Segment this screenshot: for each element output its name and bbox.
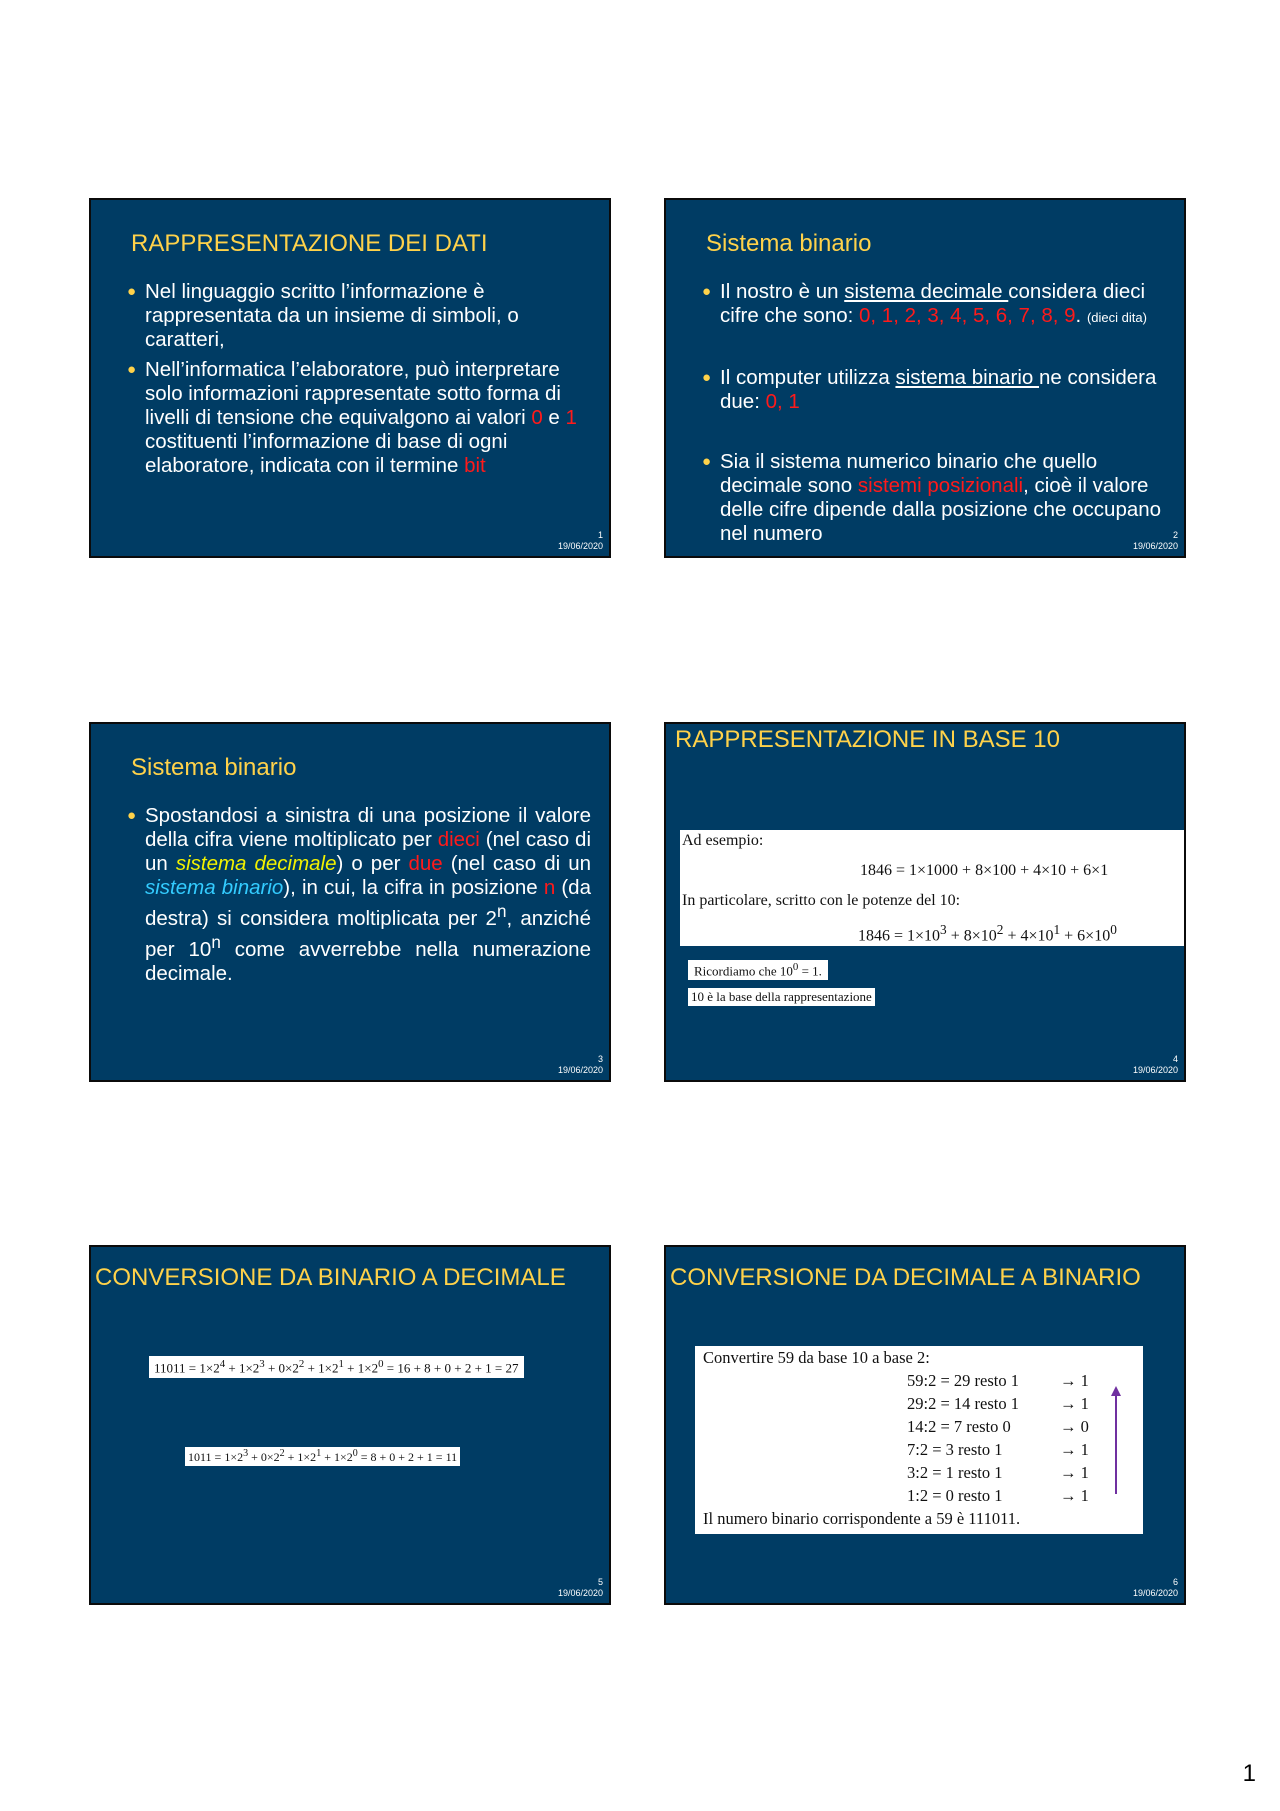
- slide-date: 19/06/2020: [1132, 1065, 1178, 1075]
- remainder-bit: → 1: [1060, 1463, 1089, 1482]
- slide-footer: [1133, 530, 1178, 552]
- remainder-bit: → 0: [1060, 1417, 1089, 1436]
- slide-title: CONVERSIONE DA DECIMALE A BINARIO: [670, 1264, 1141, 1291]
- page-number: 1: [1242, 1760, 1256, 1787]
- bullet-item: ● Spostandosi a sinistra di una posizione il valore della cifra viene moltiplicato per dieci (nel caso di un sistema decimale) o per due (nel caso di un sistema binario), in cui, la cifra in posizione n (da destra) si considera moltiplicata per 2$^n$, anziché per 10$^n$ come avverrebbe nella numerazione decimale.: [127, 804, 592, 985]
- slide-number: 3: [597, 1054, 603, 1064]
- slide-footer: [558, 1054, 603, 1076]
- slide-date: 19/06/2020: [557, 1065, 603, 1075]
- division-step: 7:2 = 3 resto 1: [907, 1440, 1003, 1459]
- slide-2: [664, 198, 1186, 558]
- bullet-icon: ●: [702, 369, 712, 386]
- division-step: 1:2 = 0 resto 1: [907, 1486, 1003, 1505]
- reminder-box: Ricordiamo che $10^0 = 1$.: [688, 960, 828, 980]
- slide-3: [89, 722, 611, 1082]
- example-box: Ad esempio: 1846 = 1×1000 + 8×100 + 4×10 + 6×1 In particolare, scritto con le potenze del 10: $1846 = 1\times 10^3 + 8\times 10^2 + 4\times 10^1 + 6\times 10^0$: [680, 830, 1185, 946]
- slide-date: 19/06/2020: [557, 1588, 603, 1598]
- division-step: 3:2 = 1 resto 1: [907, 1463, 1003, 1482]
- slide-5: [89, 1245, 611, 1605]
- slide-4: [664, 722, 1186, 1082]
- bullet-icon: ●: [127, 361, 137, 378]
- division-step: 14:2 = 7 resto 0: [907, 1417, 1011, 1436]
- bullet-item: ● Il nostro è un sistema decimale considera dieci cifre che sono: 0, 1, 2, 3, 4, 5, 6, 7, 8, 9. (dieci dita): [702, 280, 1147, 327]
- conversion-result: Il numero binario corrispondente a 59 è 111011.: [703, 1509, 1021, 1528]
- slide-1: [89, 198, 611, 558]
- division-step: 29:2 = 14 resto 1: [907, 1394, 1019, 1413]
- base-note-box: 10 è la base della rappresentazione: [688, 988, 875, 1006]
- remainder-bit: → 1: [1060, 1394, 1089, 1413]
- slide-footer: [1133, 1577, 1178, 1599]
- remainder-bit: → 1: [1060, 1371, 1089, 1390]
- bullet-icon: ●: [702, 283, 712, 300]
- conversion-equation: $1011 = 1\times 2^3 + 0\times 2^2 + 1\times 2^1 + 1\times 2^0 = 8 + 0 + 2 + 1 = 11$: [185, 1447, 460, 1466]
- slide-title: Sistema binario: [131, 754, 297, 781]
- bullet-list: [127, 804, 591, 986]
- slide-footer: [1133, 1054, 1178, 1076]
- bullet-item: ● Sia il sistema numerico binario che quello decimale sono sistemi posizionali, cioè il valore delle cifre dipende dalla posizione che occupano nel numero: [702, 450, 1162, 545]
- slide-number: 2: [1172, 530, 1178, 540]
- remainder-bit: → 1: [1060, 1486, 1089, 1505]
- division-step: 59:2 = 29 resto 1: [907, 1371, 1019, 1390]
- slide-title: RAPPRESENTAZIONE DEI DATI: [131, 230, 488, 257]
- conversion-box: [695, 1346, 1143, 1534]
- slide-title: CONVERSIONE DA BINARIO A DECIMALE: [95, 1264, 566, 1291]
- slide-title: RAPPRESENTAZIONE IN BASE 10: [675, 726, 1060, 753]
- slide-title: Sistema binario: [706, 230, 872, 257]
- bullet-item: ● Nell’informatica l’elaboratore, può interpretare solo informazioni rappresentate sotto forma di livelli di tensione che equivalgono ai valori 0 e 1 costituenti l’informazione di base di ogni elaboratore, indicata con il termine bit: [127, 358, 577, 477]
- conversion-intro: Convertire 59 da base 10 a base 2:: [703, 1348, 930, 1367]
- bullet-icon: ●: [127, 807, 137, 824]
- slide-6: [664, 1245, 1186, 1605]
- slide-date: 19/06/2020: [557, 541, 603, 551]
- bullet-item: ● Nel linguaggio scritto l’informazione è rappresentata da un insieme di simboli, o caratteri,: [127, 280, 519, 351]
- slide-number: 5: [597, 1577, 603, 1587]
- remainder-bit: → 1: [1060, 1440, 1089, 1459]
- slide-footer: [558, 530, 603, 552]
- conversion-equation: $11011 = 1\times 2^4 + 1\times 2^3 + 0\times 2^2 + 1\times 2^1 + 1\times 2^0 = 16 + 8 + 0 + 2 + 1 = 27$: [149, 1356, 524, 1378]
- bullet-icon: ●: [702, 453, 712, 470]
- slide-number: 1: [597, 530, 603, 540]
- slide-footer: [558, 1577, 603, 1599]
- bullet-list: [127, 280, 591, 478]
- slide-number: 4: [1172, 1054, 1178, 1064]
- bullet-item: ● Il computer utilizza sistema binario ne considera due: 0, 1: [702, 366, 1157, 413]
- arrow-up-icon: [1110, 1386, 1122, 1496]
- slide-date: 19/06/2020: [1132, 541, 1178, 551]
- bullet-icon: ●: [127, 283, 137, 300]
- slide-date: 19/06/2020: [1132, 1588, 1178, 1598]
- bullet-list: [702, 280, 1166, 546]
- slide-number: 6: [1172, 1577, 1178, 1587]
